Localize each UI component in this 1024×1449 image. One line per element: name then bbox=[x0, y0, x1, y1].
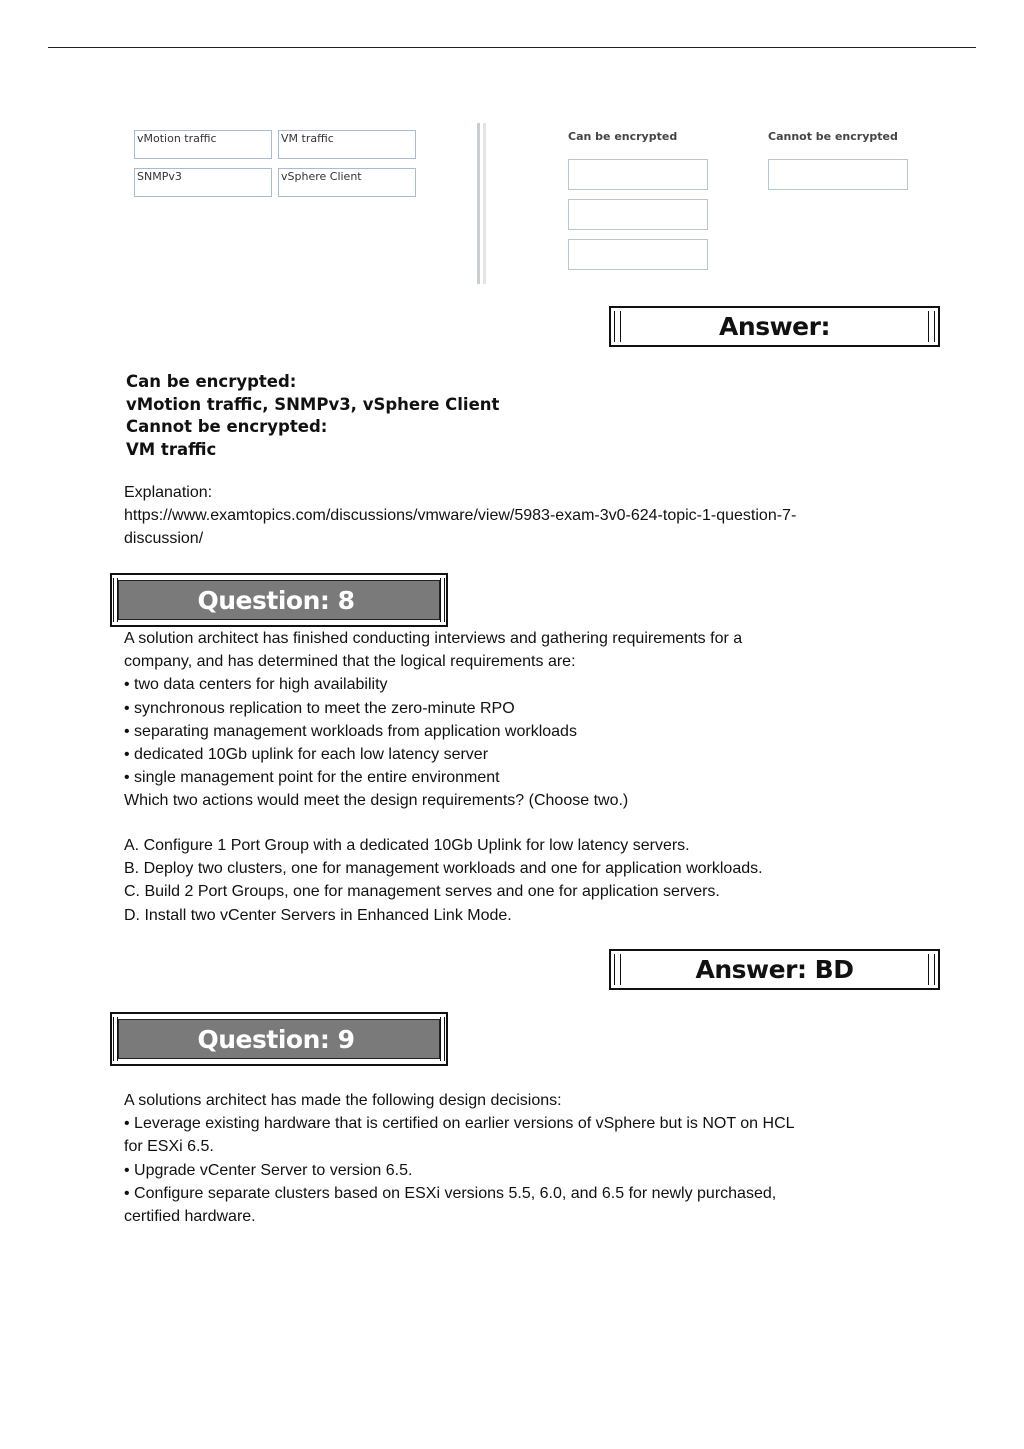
question-8-banner bbox=[110, 573, 448, 627]
answer-q8: Answer: BD bbox=[609, 949, 940, 990]
question-9-stem bbox=[124, 1089, 924, 1228]
answer-line: VM traffic bbox=[126, 439, 217, 459]
decision-item: • Configure separate clusters based on ESXi versions 5.5, 6.0, and 6.5 for newly purchased, bbox=[124, 1184, 777, 1202]
source-item-snmpv3[interactable]: SNMPv3 bbox=[134, 168, 272, 197]
decision-item-cont: certified hardware. bbox=[124, 1208, 256, 1226]
question-9-banner bbox=[110, 1012, 448, 1066]
answer-detail-q7 bbox=[126, 371, 499, 461]
decision-item: • Leverage existing hardware that is certified on earlier versions of vSphere but is NOT on HCL bbox=[124, 1115, 795, 1133]
explanation-link[interactable]: https://www.examtopics.com/discussions/vmware/view/5983-exam-3v0-624-topic-1-question-7- bbox=[124, 507, 797, 525]
explanation-q7 bbox=[124, 481, 924, 551]
requirement-item: • synchronous replication to meet the zero-minute RPO bbox=[124, 699, 515, 717]
requirement-item: • single management point for the entire environment bbox=[124, 769, 500, 787]
question-8-stem bbox=[124, 627, 924, 813]
stem-line: company, and has determined that the logical requirements are: bbox=[124, 653, 576, 671]
answer-line: Can be encrypted: bbox=[126, 372, 297, 391]
option-c[interactable]: C. Build 2 Port Groups, one for management serves and one for application servers. bbox=[124, 883, 720, 901]
requirement-item: • separating management workloads from application workloads bbox=[124, 722, 577, 740]
question-prompt: Which two actions would meet the design requirements? (Choose two.) bbox=[124, 792, 629, 810]
option-b[interactable]: B. Deploy two clusters, one for management workloads and one for application workloads. bbox=[124, 860, 763, 878]
drop-target-can-1[interactable] bbox=[568, 159, 708, 190]
explanation-link-cont[interactable]: discussion/ bbox=[124, 530, 204, 548]
answer-line: vMotion traffic, SNMPv3, vSphere Client bbox=[126, 394, 500, 414]
option-d[interactable]: D. Install two vCenter Servers in Enhanced Link Mode. bbox=[124, 906, 512, 924]
answer-header-q7: Answer: bbox=[609, 306, 940, 347]
decision-item: • Upgrade vCenter Server to version 6.5. bbox=[124, 1161, 413, 1179]
requirement-item: • dedicated 10Gb uplink for each low latency server bbox=[124, 746, 489, 764]
top-rule bbox=[48, 47, 976, 48]
drop-target-can-3[interactable] bbox=[568, 239, 708, 270]
diagram-divider-shadow bbox=[483, 123, 486, 284]
answer-line: Cannot be encrypted: bbox=[126, 417, 328, 436]
requirement-item: • two data centers for high availability bbox=[124, 676, 388, 694]
question-8-title: Question: 8 bbox=[197, 586, 355, 615]
decision-item-cont: for ESXi 6.5. bbox=[124, 1138, 214, 1156]
stem-line: A solutions architect has made the following design decisions: bbox=[124, 1092, 562, 1109]
can-be-encrypted-header: Can be encrypted bbox=[568, 130, 678, 143]
stem-line: A solution architect has finished conducting interviews and gathering requirements for a bbox=[124, 630, 743, 647]
drop-target-cannot-1[interactable] bbox=[768, 159, 908, 190]
question-9-title: Question: 9 bbox=[197, 1025, 355, 1054]
option-a[interactable]: A. Configure 1 Port Group with a dedicated 10Gb Uplink for low latency servers. bbox=[124, 837, 690, 854]
drop-target-can-2[interactable] bbox=[568, 199, 708, 230]
source-item-vm-traffic[interactable]: VM traffic bbox=[278, 130, 416, 159]
source-item-vsphere-client[interactable]: vSphere Client bbox=[278, 168, 416, 197]
question-8-options bbox=[124, 834, 924, 927]
source-item-vmotion-traffic[interactable]: vMotion traffic bbox=[134, 130, 272, 159]
cannot-be-encrypted-header: Cannot be encrypted bbox=[768, 130, 898, 143]
explanation-label: Explanation: bbox=[124, 484, 213, 501]
diagram-divider bbox=[477, 123, 480, 284]
